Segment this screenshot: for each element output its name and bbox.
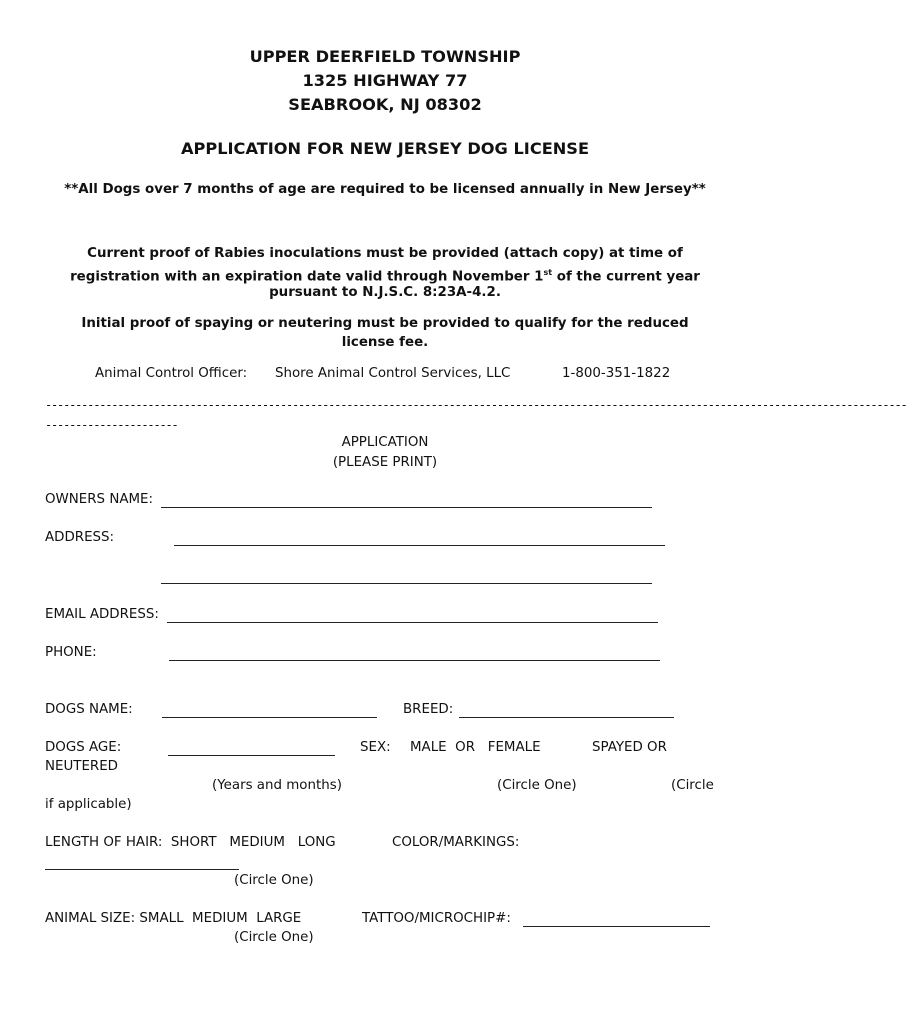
township-name: UPPER DEERFIELD TOWNSHIP bbox=[249, 47, 521, 66]
hair-circle-hint: (Circle One) bbox=[234, 873, 314, 888]
breed-label: BREED: bbox=[403, 702, 454, 717]
tattoo-field[interactable] bbox=[523, 926, 710, 927]
age-hint: (Years and months) bbox=[212, 778, 342, 793]
rabies-ordinal: st bbox=[543, 268, 553, 277]
sex-circle-hint: (Circle One) bbox=[497, 778, 577, 793]
dogs-age-label: DOGS AGE: bbox=[45, 740, 122, 755]
township-city: SEABROOK, NJ 08302 bbox=[288, 95, 482, 114]
owners-name-label: OWNERS NAME: bbox=[45, 492, 154, 507]
color-markings-field[interactable] bbox=[45, 869, 239, 870]
license-notice: **All Dogs over 7 months of age are required to be licensed annually in New Jersey** bbox=[64, 182, 706, 197]
breed-field[interactable] bbox=[459, 717, 674, 718]
phone-label: PHONE: bbox=[45, 645, 97, 660]
tattoo-label: TATTOO/MICROCHIP#: bbox=[362, 911, 511, 926]
address-field-line-2[interactable] bbox=[161, 583, 652, 584]
township-street: 1325 HIGHWAY 77 bbox=[302, 71, 468, 90]
owners-name-field[interactable] bbox=[161, 507, 652, 508]
address-field-line-1[interactable] bbox=[174, 545, 665, 546]
neutered-option[interactable]: NEUTERED bbox=[45, 759, 118, 774]
divider-line-2: ---------------------- bbox=[45, 418, 178, 432]
application-subheading: (PLEASE PRINT) bbox=[332, 455, 438, 470]
animal-size-options[interactable]: ANIMAL SIZE: SMALL MEDIUM LARGE bbox=[45, 911, 302, 926]
color-markings-label: COLOR/MARKINGS: bbox=[392, 835, 520, 850]
animal-control-phone: 1-800-351-1822 bbox=[562, 366, 671, 381]
spay-line-1: Initial proof of spaying or neutering must be provided to qualify for the reduced bbox=[81, 316, 689, 331]
divider-line-1: ----------------------------------------------------------------------------------------------------------------------------------------------- bbox=[45, 398, 907, 412]
animal-control-company: Shore Animal Control Services, LLC bbox=[275, 366, 511, 381]
form-title: APPLICATION FOR NEW JERSEY DOG LICENSE bbox=[180, 139, 590, 158]
rabies-line-3: pursuant to N.J.S.C. 8:23A-4.2. bbox=[269, 285, 501, 300]
spayed-option[interactable]: SPAYED OR bbox=[592, 740, 667, 755]
email-field[interactable] bbox=[167, 622, 658, 623]
length-of-hair-options[interactable]: LENGTH OF HAIR: SHORT MEDIUM LONG bbox=[45, 835, 336, 850]
rabies-line-2-start: registration with an expiration date valid through November 1 bbox=[70, 269, 544, 285]
spay-circle-hint: (Circle bbox=[671, 778, 714, 793]
sex-label: SEX: bbox=[360, 740, 391, 755]
spay-applicable-hint: if applicable) bbox=[45, 797, 132, 812]
phone-field[interactable] bbox=[169, 660, 660, 661]
dogs-age-field[interactable] bbox=[168, 755, 335, 756]
size-circle-hint: (Circle One) bbox=[234, 930, 314, 945]
spay-line-2: license fee. bbox=[341, 335, 429, 350]
rabies-line-2-end: of the current year bbox=[552, 269, 700, 285]
dogs-name-label: DOGS NAME: bbox=[45, 702, 133, 717]
rabies-line-1: Current proof of Rabies inoculations must be provided (attach copy) at time of bbox=[87, 246, 683, 261]
animal-control-label: Animal Control Officer: bbox=[95, 366, 248, 381]
dogs-name-field[interactable] bbox=[162, 717, 377, 718]
application-heading: APPLICATION bbox=[341, 435, 429, 450]
address-label: ADDRESS: bbox=[45, 530, 115, 545]
email-label: EMAIL ADDRESS: bbox=[45, 607, 159, 622]
sex-options[interactable]: MALE OR FEMALE bbox=[410, 740, 541, 755]
